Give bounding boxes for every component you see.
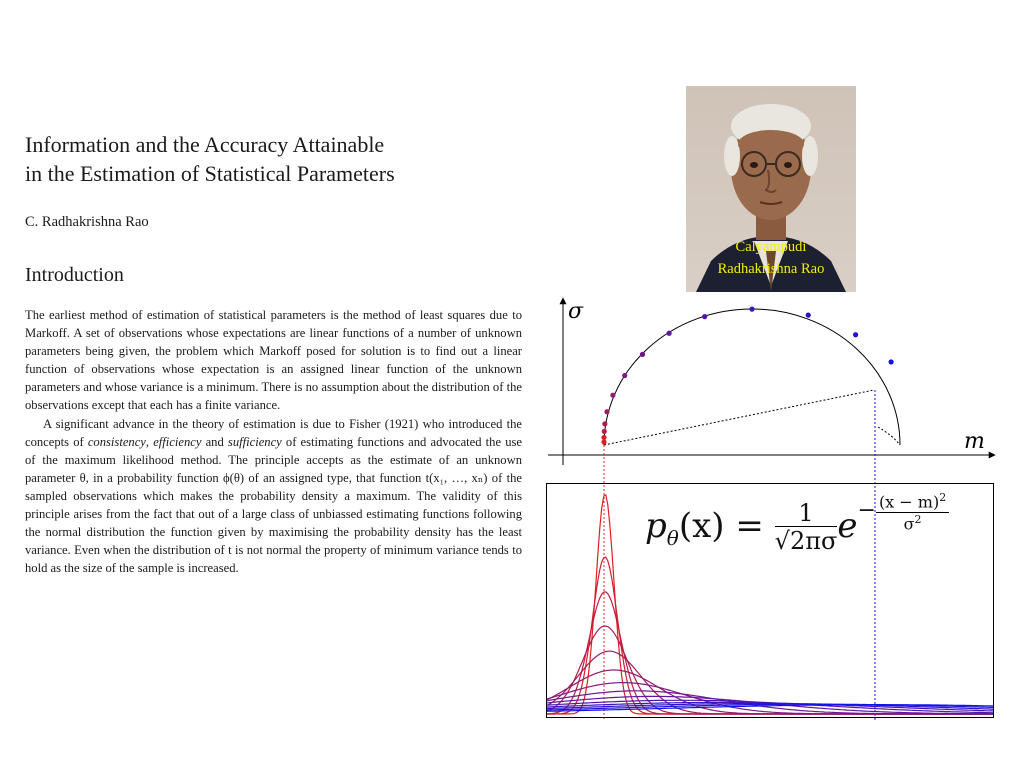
formula-lhs: p: [645, 506, 667, 547]
semicircle-point: [640, 352, 645, 357]
para2-text-3: and: [201, 434, 228, 449]
formula-exponent: [858, 492, 950, 533]
semicircle-point: [853, 332, 858, 337]
paper-title-line-1: Information and the Accuracy Attainable: [25, 132, 385, 157]
paragraph-1: The earliest method of estimation of statistical parameters is the method of least squares due to Markoff. A set of observations whose expectations are linear functions of a number of unknown parameters being given, the problem which Markoff posed for solution is to find out a linear function of observations whose expectation is an assigned linear function of the unknown parameters and whose variance is a minimum. There is no assumption about the distribution of the observations except that each has a finite variance.: [25, 308, 522, 413]
arc-tail: [878, 427, 900, 445]
paper-author: C. Radhakrishna Rao: [25, 214, 149, 230]
formula-exp-den: σ: [903, 514, 915, 534]
formula-subscript: θ: [666, 525, 679, 550]
semicircle-point: [702, 314, 707, 319]
formula-exp-num: (x − m): [878, 492, 940, 512]
radius-dotted-line: [604, 390, 874, 445]
para2-text-1: A significant advance in the theory of estimation is due to Fisher (1921) who introduced the concepts of: [25, 416, 522, 449]
semicircle-point: [622, 373, 627, 378]
semicircle-point: [604, 409, 609, 414]
formula-exp-den-sup: 2: [914, 512, 922, 526]
paragraph-2: [25, 415, 522, 578]
semicircle-point: [667, 331, 672, 336]
formula-exp-num-sup: 2: [939, 490, 947, 504]
para2-text-4: of estimating functions and advocated the use of the maximum likelihood method. The principle accepts as the estimate of an unknown parameter θ, in a probability function ϕ(θ) of an assigned type, that function t(x₁, …, xₙ) of the sampled observations which makes the probability density a maximum. The validity of this principle arises from the fact that out of a large class of unbiassed estimating functions following the normal distribution the function given by maximising the probability density has the least variance. Even when the distribution of t is not normal the property of minimum variance tends to hold as the size of the sample is increased.: [25, 434, 522, 576]
semicircle-point: [749, 307, 754, 312]
semicircle-point: [610, 393, 615, 398]
section-heading: Introduction: [25, 264, 124, 286]
formula-exp-fraction: [876, 492, 949, 533]
term-consistency: consistency: [87, 434, 146, 449]
semicircle-points: [601, 307, 893, 445]
formula-frac-num: 1: [775, 500, 838, 527]
semicircle-point: [602, 429, 607, 434]
paper-title-line-2: in the Estimation of Statistical Parameters: [25, 161, 395, 186]
formula-arg: (x): [678, 506, 725, 547]
formula-exp-sign: −: [857, 498, 876, 524]
semicircle-arc: [604, 309, 900, 445]
semicircle-point: [602, 421, 607, 426]
term-sufficiency: sufficiency: [227, 434, 282, 449]
x-axis-label: m: [964, 429, 985, 454]
caption-line-2: Radhakrishna Rao: [717, 261, 825, 277]
semicircle-point: [806, 313, 811, 318]
formula-fraction: [775, 500, 838, 556]
body-text: [25, 306, 522, 577]
semicircle-point: [601, 439, 606, 444]
semicircle-point: [889, 359, 894, 364]
caption-line-1: Calyampudi: [735, 239, 807, 255]
density-curve: [547, 592, 993, 714]
paper-title: [25, 130, 525, 188]
gaussian-formula: [645, 490, 949, 556]
formula-exp-base: e: [837, 506, 858, 547]
y-axis-label: σ: [568, 299, 584, 324]
formula-equals: =: [735, 506, 764, 547]
formula-frac-den: √2πσ: [774, 527, 838, 556]
para2-text-2: ,: [145, 434, 154, 449]
term-efficiency: efficiency: [153, 434, 202, 449]
semicircle-point: [601, 435, 606, 440]
portrait-caption: [686, 236, 856, 280]
